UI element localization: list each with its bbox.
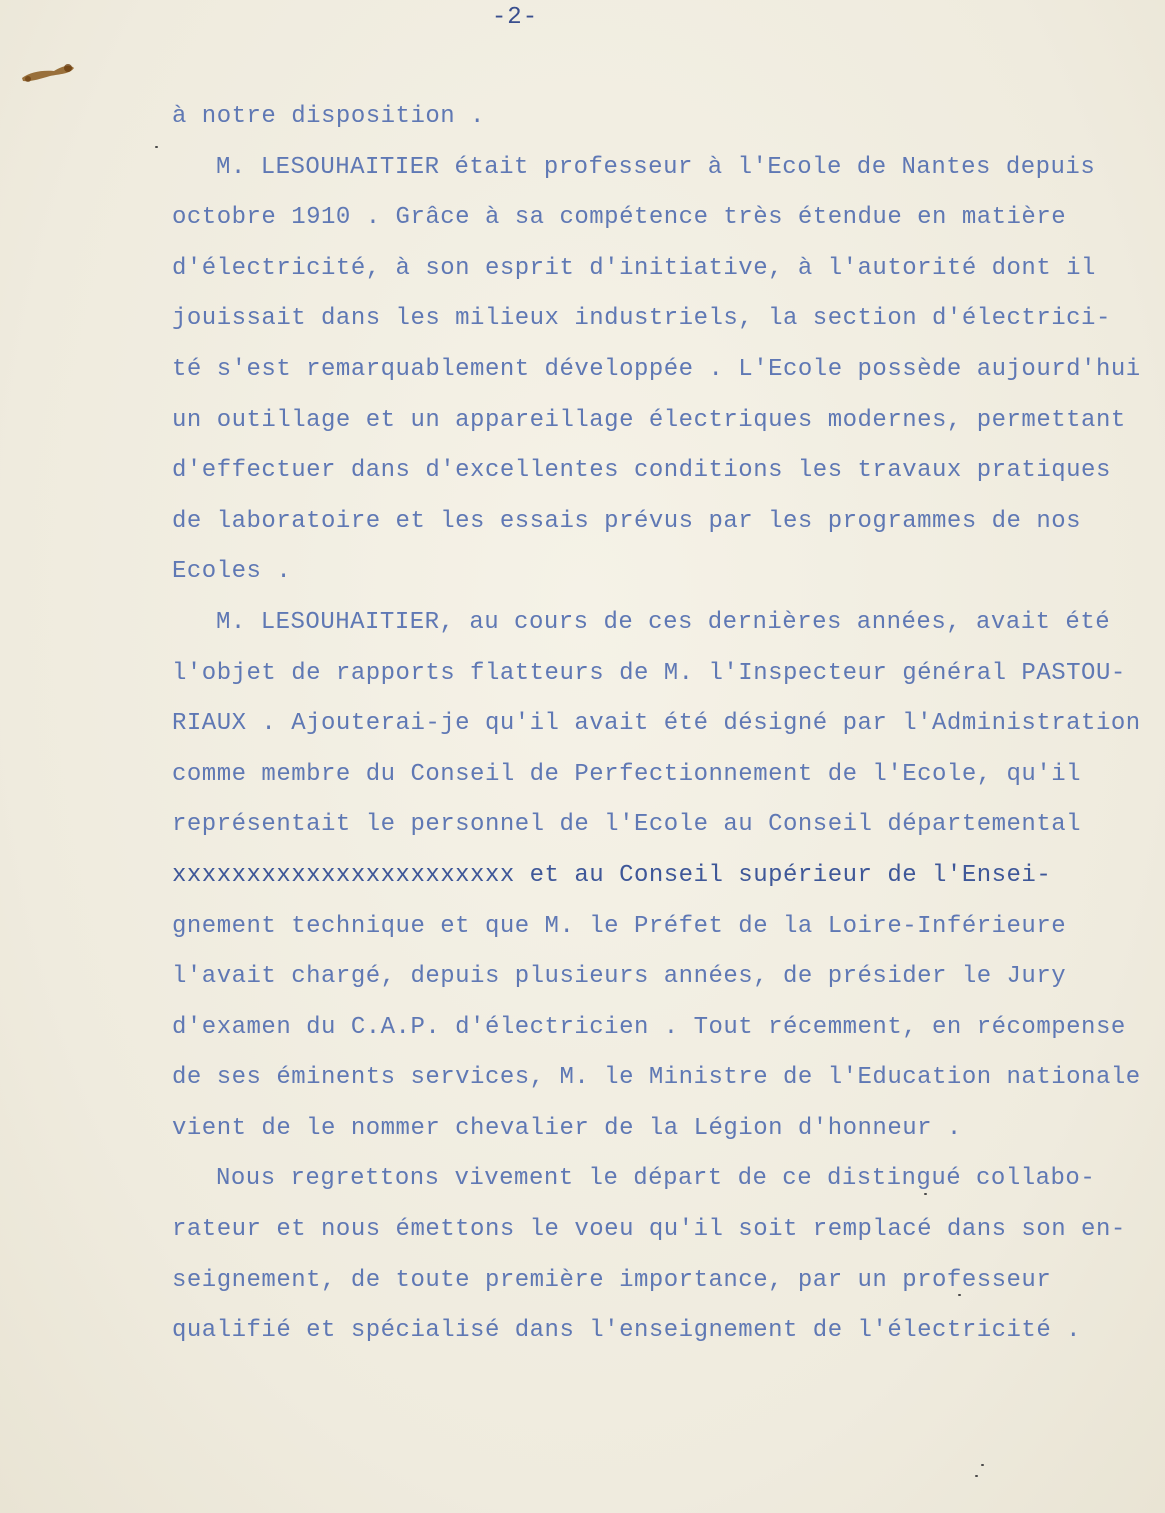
paper-speck xyxy=(981,1464,984,1466)
struck-text-line: xxxxxxxxxxxxxxxxxxxxxxx et au Conseil supérieur de l'Ensei- xyxy=(172,861,1052,889)
text-line: jouissait dans les milieux industriels, la section d'électrici- xyxy=(172,305,1111,333)
text-line: M. LESOUHAITIER, au cours de ces dernières années, avait été xyxy=(216,608,1111,636)
text-line: Nous regrettons vivement le départ de ce distingué collabo- xyxy=(216,1165,1096,1193)
text-line: té s'est remarquablement développée . L'Ecole possède aujourd'hui xyxy=(172,355,1141,383)
page-number: -2- xyxy=(491,4,539,31)
text-line: un outillage et un appareillage électriques modernes, permettant xyxy=(172,406,1126,434)
text-line: M. LESOUHAITIER était professeur à l'Ecole de Nantes depuis xyxy=(216,153,1096,181)
text-line: de ses éminents services, M. le Ministre de l'Education nationale xyxy=(172,1064,1141,1092)
text-line: octobre 1910 . Grâce à sa compétence très étendue en matière xyxy=(172,204,1067,232)
text-line: d'examen du C.A.P. d'électricien . Tout récemment, en récompense xyxy=(172,1013,1126,1041)
text-line: l'avait chargé, depuis plusieurs années, de présider le Jury xyxy=(172,963,1067,991)
text-line: l'objet de rapports flatteurs de M. l'Inspecteur général PASTOU- xyxy=(172,659,1126,687)
text-line: de laboratoire et les essais prévus par les programmes de nos xyxy=(172,507,1082,535)
rust-stain xyxy=(20,62,76,84)
text-line: Ecoles . xyxy=(172,558,292,586)
text-line: seignement, de toute première importance, par un professeur xyxy=(172,1266,1052,1294)
paper-speck xyxy=(975,1475,978,1477)
paper-speck xyxy=(958,1294,961,1296)
text-line: comme membre du Conseil de Perfectionnement de l'Ecole, qu'il xyxy=(172,760,1082,788)
letter-body xyxy=(172,92,1162,1357)
text-line: qualifié et spécialisé dans l'enseignement de l'électricité . xyxy=(172,1317,1082,1345)
text-line: gnement technique et que M. le Préfet de la Loire-Inférieure xyxy=(172,912,1067,940)
text-line: RIAUX . Ajouterai-je qu'il avait été désigné par l'Administration xyxy=(172,710,1141,738)
text-line: représentait le personnel de l'Ecole au Conseil départemental xyxy=(172,811,1082,839)
paper-speck xyxy=(924,1193,927,1195)
text-line: d'effectuer dans d'excellentes conditions les travaux pratiques xyxy=(172,457,1111,485)
text-line: vient de le nommer chevalier de la Légion d'honneur . xyxy=(172,1114,962,1142)
paper-speck xyxy=(155,146,158,148)
text-line: à notre disposition . xyxy=(172,103,485,130)
text-line: rateur et nous émettons le voeu qu'il soit remplacé dans son en- xyxy=(172,1216,1126,1244)
text-line: d'électricité, à son esprit d'initiative, à l'autorité dont il xyxy=(172,254,1096,282)
